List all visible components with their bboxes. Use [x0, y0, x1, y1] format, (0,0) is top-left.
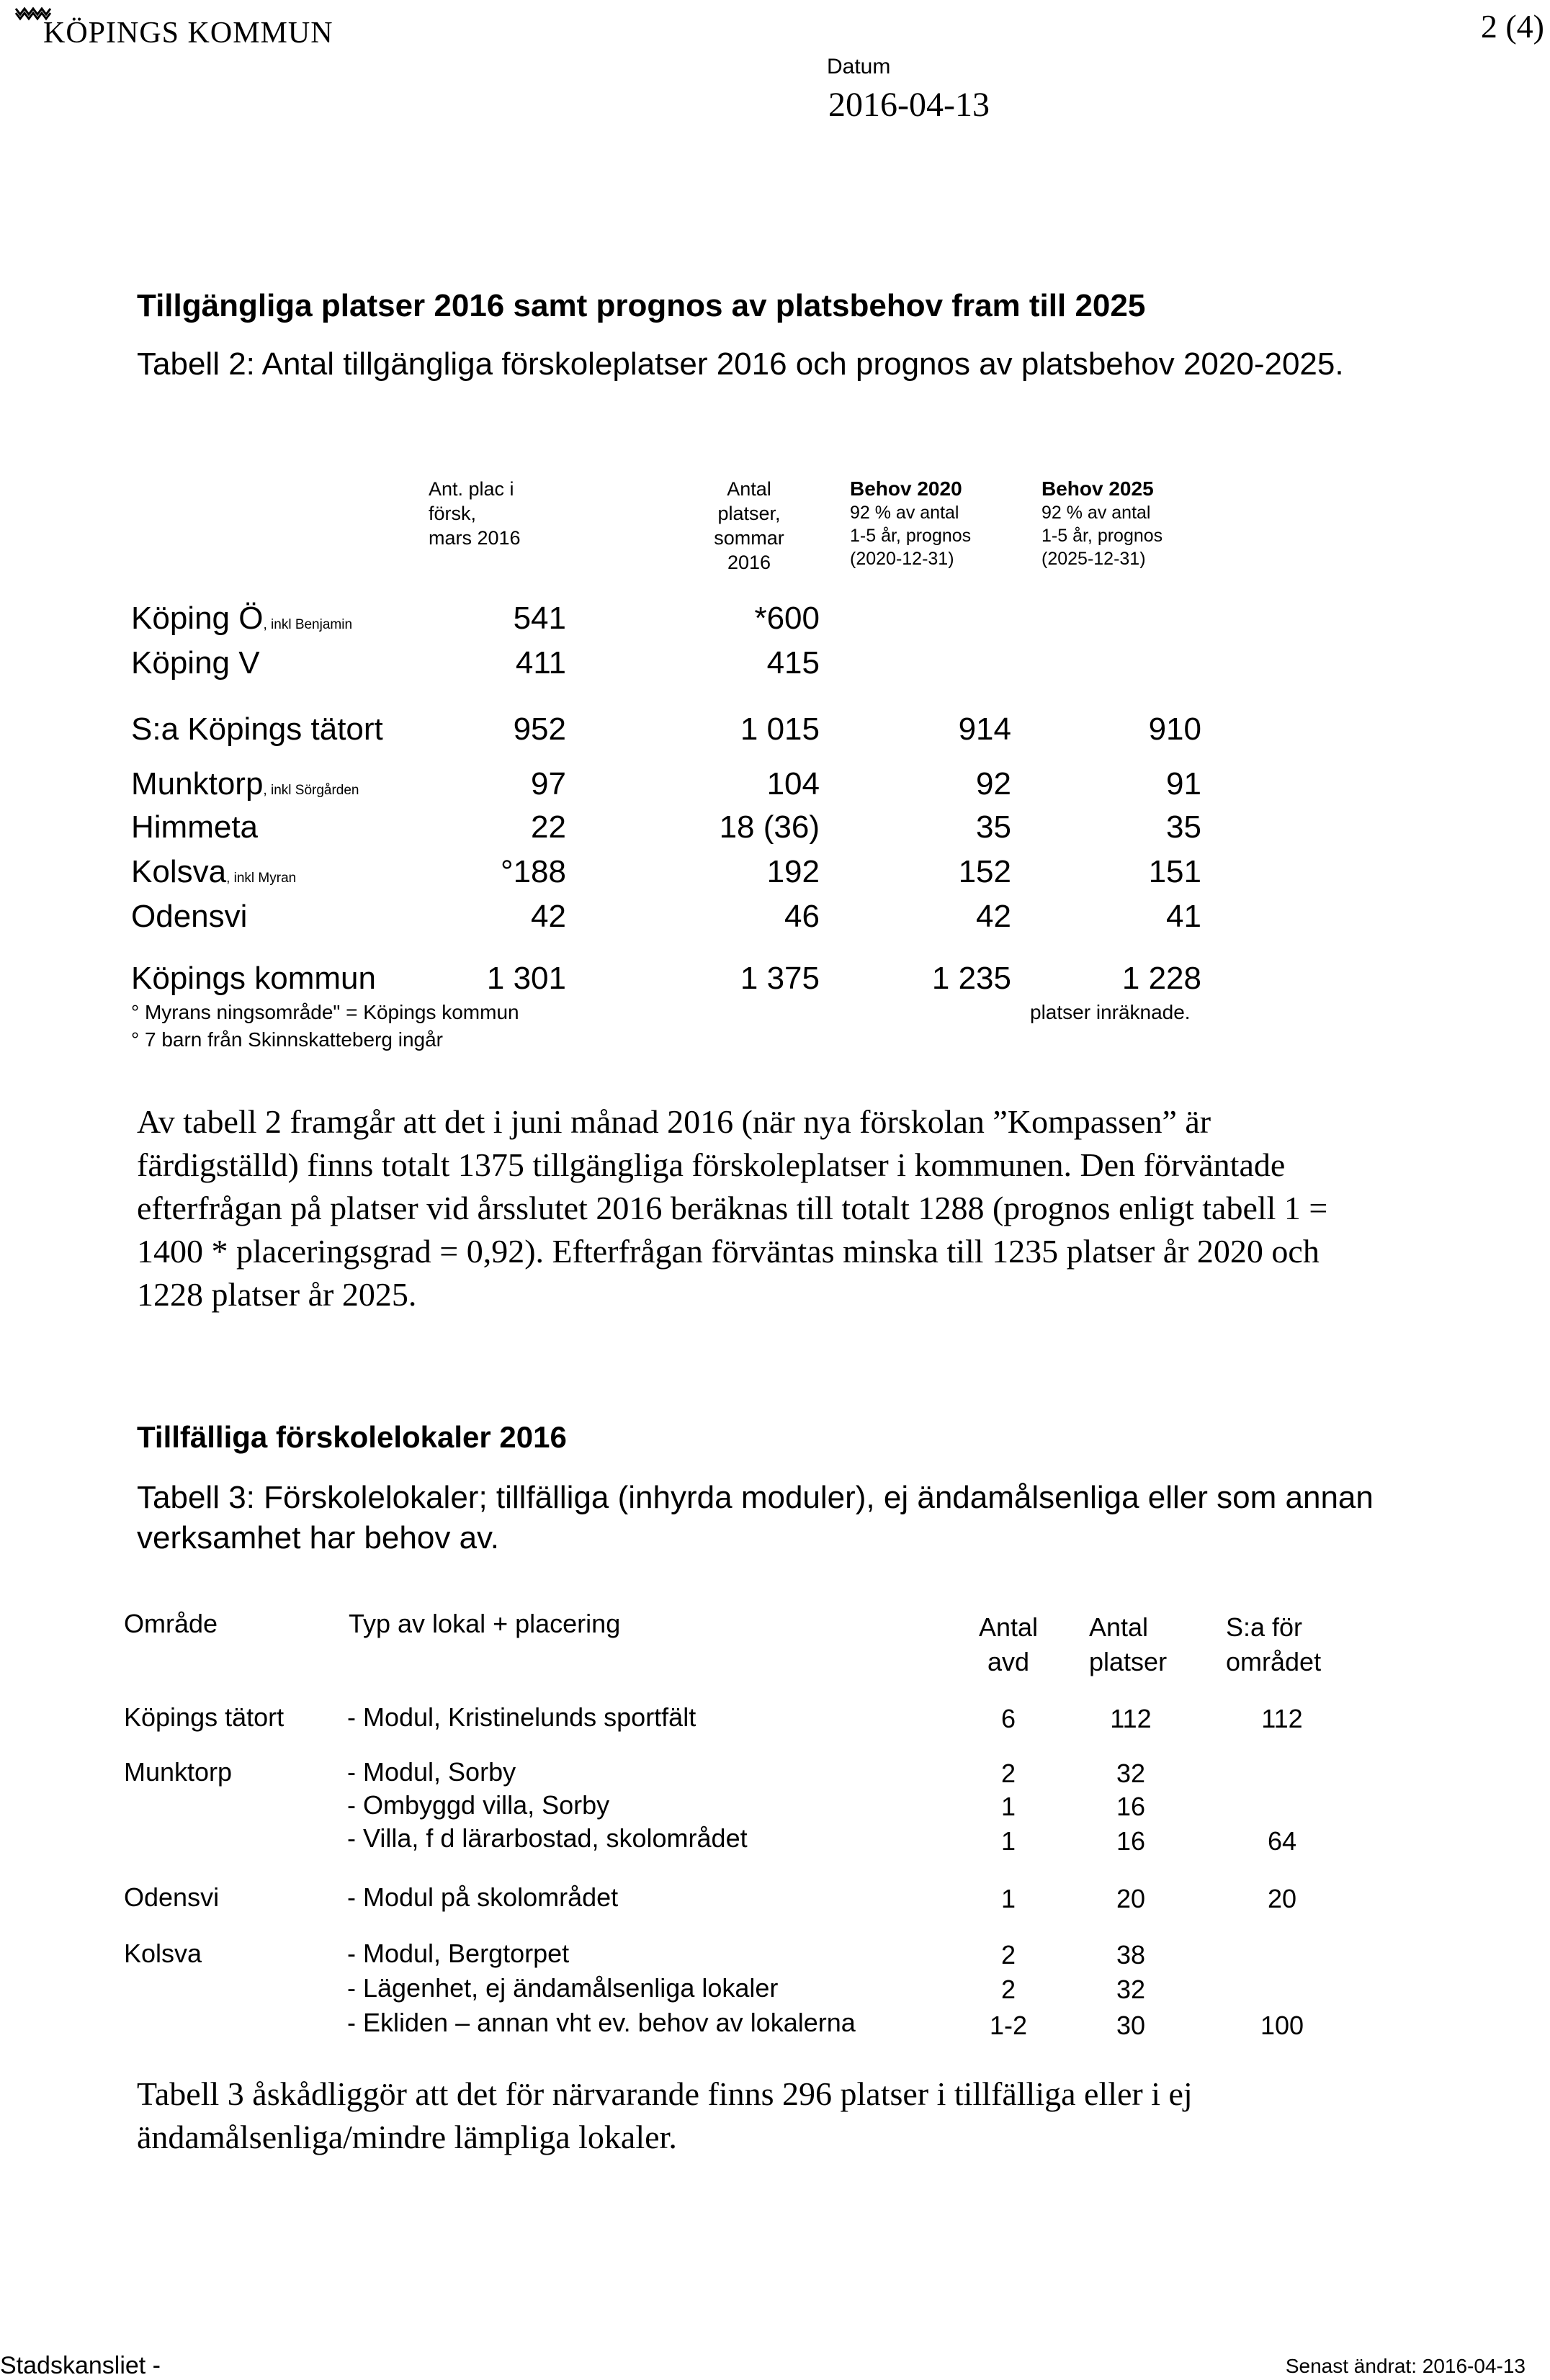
- table3-header-sum-line: S:a för: [1226, 1612, 1303, 1642]
- table2-header-col2-line: platser,: [717, 503, 781, 524]
- table3-cell-avd: 1: [1000, 1884, 1016, 1913]
- table2-header-col3: [850, 477, 971, 570]
- table2-cell: *600: [754, 601, 820, 636]
- table2-header-col1-line: mars 2016: [429, 527, 521, 549]
- table3-cell-type: - Villa, f d lärarbostad, skolområdet: [347, 1823, 748, 1853]
- table3-cell-avd: 2: [1000, 1975, 1016, 2004]
- table3-cell-type: - Ombyggd villa, Sorby: [347, 1790, 610, 1820]
- date-label: Datum: [827, 55, 891, 78]
- table3-cell-avd: 6: [1000, 1704, 1016, 1733]
- table2-cell: 18 (36): [719, 809, 820, 845]
- table2-cell: 411: [515, 645, 566, 681]
- table3-cell-avd: 1-2: [989, 2011, 1028, 2040]
- table2-header-col2-line: sommar: [714, 527, 784, 549]
- table3-header-type: Typ av lokal + placering: [349, 1609, 621, 1638]
- table2-header-col2: [691, 477, 807, 575]
- table3-cell-avd: 2: [1000, 1759, 1016, 1788]
- table2-header-col1-line: försk,: [429, 503, 477, 524]
- table2-row-label: [131, 961, 376, 997]
- table2-cell: 1 015: [740, 711, 820, 747]
- table2-cell: 104: [766, 766, 820, 801]
- table2-cell: 91: [1166, 766, 1201, 801]
- table3-cell-sum: 100: [1260, 2011, 1304, 2040]
- table2-cell: 541: [513, 601, 566, 636]
- table3-cell-type: - Modul, Bergtorpet: [347, 1939, 570, 1968]
- row-name: Köping V: [131, 645, 260, 681]
- table3-header-area: Område: [124, 1609, 218, 1638]
- table3-cell-platser: 16: [1116, 1826, 1146, 1856]
- table2-cell: 151: [1148, 854, 1201, 889]
- table3-header-sum-line: området: [1226, 1647, 1322, 1676]
- table2-cell: 41: [1166, 899, 1201, 934]
- table2-cell: 192: [766, 854, 820, 889]
- table3-cell-sum: 112: [1261, 1704, 1303, 1733]
- table2-cell: 1 301: [486, 961, 566, 996]
- table2-cell: 952: [513, 711, 566, 747]
- table3-cell-sum: 20: [1267, 1884, 1297, 1913]
- table3-header-avd-line: Antal: [978, 1612, 1039, 1642]
- table3-cell-area: Odensvi: [124, 1882, 220, 1912]
- row-name: Himmeta: [131, 809, 259, 845]
- table3-header-platser-line: platser: [1089, 1647, 1168, 1676]
- date-value: 2016-04-13: [828, 86, 990, 124]
- row-name: Köpings kommun: [131, 961, 376, 996]
- table2-header-col3-line: 92 % av antal: [850, 503, 959, 523]
- table3-caption: Tabell 3: Förskolelokaler; tillfälliga (inhyrda moduler), ej ändamålsenliga eller som annan verksamhet har behov av.: [137, 1480, 1374, 1555]
- page-number: 2 (4): [1480, 8, 1544, 45]
- row-name: Köping Ö: [131, 601, 264, 636]
- table3-cell-avd: 2: [1000, 1940, 1016, 1970]
- table2-row-label: [131, 809, 258, 845]
- row-sub: , inkl Sörgården: [263, 783, 359, 798]
- row-name: S:a Köpings tätort: [131, 711, 383, 747]
- table3-cell-avd: 1: [1000, 1792, 1016, 1821]
- table2-header-col3-line: 1-5 år, prognos: [850, 526, 972, 546]
- table2-header-col3-title: Behov 2020: [850, 477, 962, 500]
- table2-cell: 92: [976, 766, 1011, 801]
- table3-cell-area: Kolsva: [124, 1939, 202, 1968]
- table3-cell-area: Munktorp: [124, 1757, 233, 1787]
- table2-cell: 42: [531, 899, 566, 934]
- section-heading-available-places: Tillgängliga platser 2016 samt prognos av platsbehov fram till 2025: [137, 288, 1146, 323]
- table2-cell: 35: [1166, 809, 1201, 845]
- table2-cell: 1 228: [1121, 961, 1201, 996]
- table3-cell-platser: 16: [1116, 1792, 1146, 1821]
- table3-cell-platser: 112: [1110, 1704, 1152, 1733]
- table2-header-col4-line: 1-5 år, prognos: [1041, 526, 1163, 546]
- table3-cell-type: - Lägenhet, ej ändamålsenliga lokaler: [347, 1973, 779, 2003]
- table2-header-col2-line: 2016: [727, 552, 771, 573]
- table2-row-label: [131, 766, 359, 802]
- table3-cell-type: - Modul, Sorby: [347, 1757, 516, 1787]
- table2-header-col4-title: Behov 2025: [1041, 477, 1154, 500]
- table2-cell: 46: [784, 899, 820, 934]
- table2-header-col4: [1041, 477, 1162, 570]
- table2-row-label: [131, 645, 260, 681]
- table2-header-col2-line: Antal: [727, 478, 771, 500]
- table2-header-col1-line: Ant. plac i: [429, 478, 514, 500]
- table3-cell-type: - Modul, Kristinelunds sportfält: [347, 1702, 696, 1732]
- table2-header-col3-line: (2020-12-31): [850, 549, 954, 569]
- table2-row-label: [131, 899, 247, 935]
- row-name: Munktorp: [131, 766, 264, 801]
- table2-footnote: ° Myrans ningsområde" = Köpings kommun: [131, 1001, 519, 1023]
- table2-row-label: [131, 601, 352, 637]
- table3-cell-platser: 32: [1116, 1759, 1146, 1788]
- table2-header-col4-line: (2025-12-31): [1041, 549, 1146, 569]
- table2-header-col1: [429, 477, 521, 550]
- table3-header-avd: [958, 1610, 1059, 1679]
- table2-cell: 97: [531, 766, 566, 801]
- row-name: Odensvi: [131, 899, 248, 934]
- table3-cell-type: - Modul på skolområdet: [347, 1882, 619, 1912]
- table3-header-avd-line: avd: [987, 1647, 1030, 1676]
- table3-header-platser-line: Antal: [1089, 1612, 1149, 1642]
- table2-row-label: [131, 854, 296, 890]
- table3-cell-platser: 20: [1116, 1884, 1146, 1913]
- table2-footnote-right: platser inräknade.: [1030, 1001, 1191, 1023]
- table3-cell-sum: 64: [1267, 1826, 1297, 1856]
- org-name: KÖPINGS KOMMUN: [43, 17, 333, 50]
- footer-department: Stadskansliet -: [0, 2352, 161, 2379]
- table2-cell: 1 375: [740, 961, 820, 996]
- table2-cell: °188: [500, 854, 566, 889]
- footer-last-modified: Senast ändrat: 2016-04-13: [1285, 2355, 1526, 2377]
- row-sub: , inkl Myran: [226, 871, 297, 886]
- table3-header-platser: [1089, 1610, 1167, 1679]
- table2-cell: 42: [976, 899, 1011, 934]
- table2-cell: 152: [958, 854, 1011, 889]
- table2-caption: Tabell 2: Antal tillgängliga förskoleplatser 2016 och prognos av platsbehov 2020-2025.: [137, 346, 1344, 382]
- table2-cell: 914: [958, 711, 1011, 747]
- table3-cell-platser: 38: [1116, 1940, 1146, 1970]
- row-name: Kolsva: [131, 854, 227, 889]
- table2-header-col4-line: 92 % av antal: [1041, 503, 1151, 523]
- table2-footnote: ° 7 barn från Skinnskatteberg ingår: [131, 1028, 444, 1051]
- table3-cell-avd: 1: [1000, 1826, 1016, 1856]
- table2-cell: 1 235: [931, 961, 1011, 996]
- table2-cell: 35: [976, 809, 1011, 845]
- table2-row-label: [131, 711, 383, 747]
- table2-cell: 415: [766, 645, 820, 681]
- table2-cell: 22: [531, 809, 566, 845]
- row-sub: , inkl Benjamin: [263, 617, 353, 632]
- section-heading-temporary-premises: Tillfälliga förskolelokaler 2016: [137, 1420, 567, 1454]
- table3-cell-area: Köpings tätort: [124, 1702, 285, 1732]
- table3-paragraph: Tabell 3 åskådliggör att det för närvarande finns 296 platser i tillfälliga eller i ej ändamålsenliga/mindre lämpliga lokaler.: [137, 2075, 1193, 2155]
- table2-cell: 910: [1148, 711, 1201, 747]
- table3-header-sum: [1226, 1610, 1321, 1679]
- table3-cell-platser: 32: [1116, 1975, 1146, 2004]
- table3-cell-type: - Ekliden – annan vht ev. behov av lokalerna: [347, 2008, 856, 2037]
- table3-cell-platser: 30: [1116, 2011, 1146, 2040]
- table2-paragraph: Av tabell 2 framgår att det i juni månad 2016 (när nya förskolan ”Kompassen” är färdigställd) finns totalt 1375 tillgängliga förskoleplatser i kommunen. Den förväntade efterfrågan på platser vid årsslutet 2016 beräknas till totalt 1288 (prognos enligt tabell 1 = 1400 * placeringsgrad = 0,92). Efterfrågan förväntas minska till 1235 platser år 2020 och 1228 platser år 2025.: [137, 1103, 1328, 1313]
